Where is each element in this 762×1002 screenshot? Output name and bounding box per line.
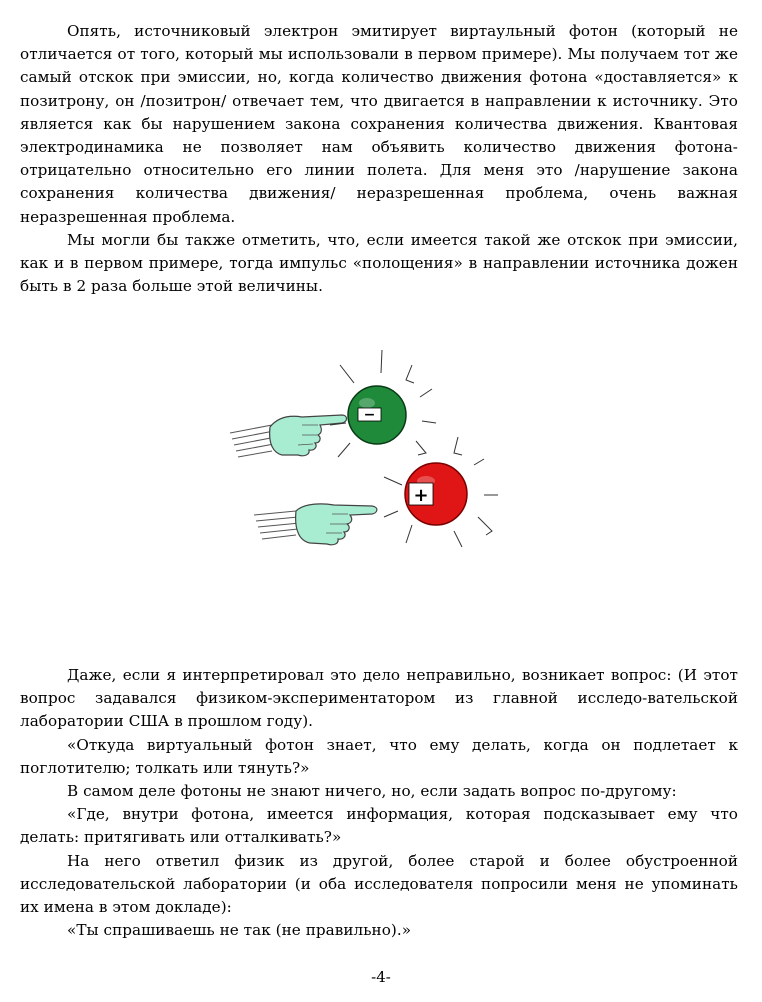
pointing-hand-upper-icon bbox=[270, 415, 347, 456]
paragraph: «Где, внутри фотона, имеется информация, которая подсказывает ему что делать: притягивать или отталкивать?» bbox=[20, 805, 738, 847]
pointing-hand-lower-icon bbox=[296, 504, 377, 545]
paragraph: Опять, источниковый электрон эмитирует виртаульный фотон (который не отличается от того, который мы использовали в первом примере). Мы получаем тот же самый отскок при эмиссии, но, когда количество движения фотона «доставляется» к позитрону, он /позитрон/ отвечает тем, что двигается в направлении к источнику. Это является как бы нарушением закона сохранения количества движения. Квантовая электродинамика не позволяет нам объявить количество движения фотона-отрицательно относительно его линии полета. Для меня это /нарушение закона сохранения количества движения/ неразрешенная проблема, очень важная неразрешенная проблема. bbox=[20, 22, 738, 226]
page-number: -4- bbox=[371, 968, 391, 986]
illustration-electron-positron bbox=[222, 345, 522, 565]
text-block-top bbox=[20, 20, 738, 298]
paragraph: В самом деле фотоны не знают ничего, но, если задать вопрос по-другому: bbox=[67, 782, 677, 801]
paragraph: «Ты спрашиваешь не так (не правильно).» bbox=[67, 921, 412, 940]
electron-particle bbox=[348, 386, 406, 444]
speed-lines-upper bbox=[230, 425, 276, 457]
positron-particle bbox=[405, 463, 467, 525]
paragraph: Мы могли бы также отметить, что, если имеется такой же отскок при эмиссии, как и в первом примере, тогда импульс «полощения» в направлении источника дожен быть в 2 раза больше этой величины. bbox=[20, 230, 738, 296]
text-block-bottom bbox=[20, 664, 738, 942]
paragraph: На него ответил физик из другой, более старой и более обустроенной исследовательской лаборатории (и оба исследователя попросили меня не упоминать их имена в этом докладе): bbox=[20, 851, 738, 917]
positron-sign: + bbox=[413, 485, 429, 506]
paragraph: Даже, если я интерпретировал это дело неправильно, возникает вопрос: (И этот вопрос задавался физиком-экспериментатором из главной исследо-вательской лаборатории США в прошлом году). bbox=[20, 666, 738, 731]
paragraph: «Откуда виртуальный фотон знает, что ему делать, когда он подлетает к поглотителю; толкать или тянуть?» bbox=[20, 735, 738, 777]
electron-sign: − bbox=[363, 407, 376, 423]
speed-lines-lower bbox=[254, 511, 300, 539]
